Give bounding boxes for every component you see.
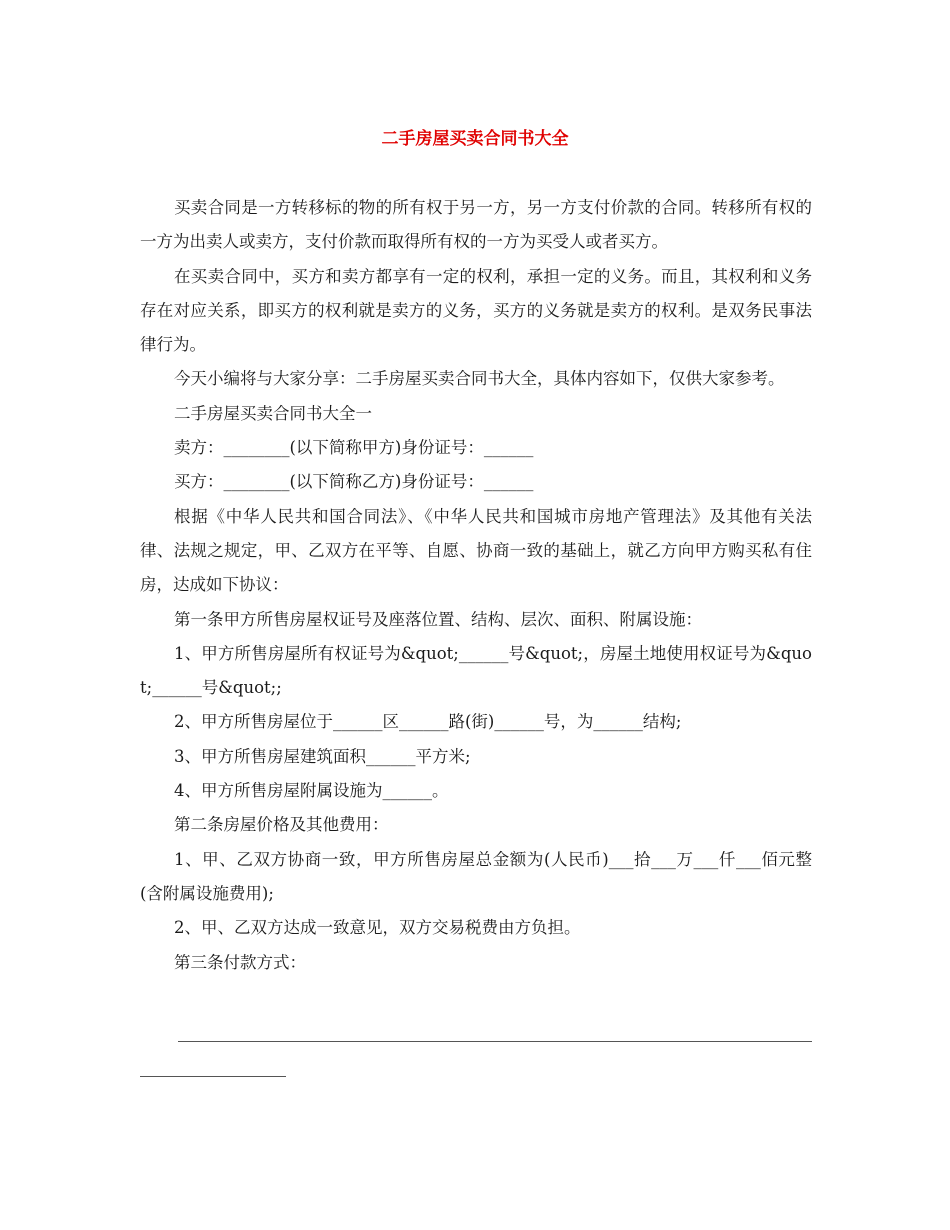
document-body <box>140 191 812 980</box>
paragraph-intro-3: 今天小编将与大家分享：二手房屋买卖合同书大全，具体内容如下，仅供大家参考。 <box>174 369 785 389</box>
article-1-item-3: 3、甲方所售房屋建筑面积______平方米; <box>174 746 471 766</box>
article-3-heading: 第三条付款方式： <box>174 952 306 972</box>
paragraph-intro-2: 在买卖合同中，买方和卖方都享有一定的权利，承担一定的义务。而且，其权利和义务存在对应关系，即买方的权利就是卖方的义务，买方的义务就是卖方的权利。是双务民事法律行为。 <box>140 266 812 355</box>
article-2-item-2: 2、甲、乙双方达成一致意见，双方交易税费由方负担。 <box>174 918 581 938</box>
blank-fill-line-2 <box>140 1076 286 1077</box>
legal-basis-paragraph: 根据《中华人民共和国合同法》、《中华人民共和国城市房地产管理法》及其他有关法律、法规之规定，甲、乙双方在平等、自愿、协商一致的基础上，就乙方向甲方购买私有住房，达成如下协议： <box>140 506 812 595</box>
article-1-item-1: 1、甲方所售房屋所有权证号为&quot;______号&quot;，房屋土地使用权证号为&quot;______号&quot;; <box>140 643 812 698</box>
paragraph-intro-1: 买卖合同是一方转移标的物的所有权于另一方，另一方支付价款的合同。转移所有权的一方为出卖人或卖方，支付价款而取得所有权的一方为买受人或者买方。 <box>140 198 812 252</box>
article-1-item-4: 4、甲方所售房屋附属设施为______。 <box>174 781 449 801</box>
article-1-heading: 第一条甲方所售房屋权证号及座落位置、结构、层次、面积、附属设施： <box>174 609 702 629</box>
article-2-item-1: 1、甲、乙双方协商一致，甲方所售房屋总金额为(人民币)___拾___万___仟___佰元整(含附属设施费用); <box>140 849 812 903</box>
blank-fill-line-1 <box>178 1041 812 1042</box>
article-1-item-2: 2、甲方所售房屋位于______区______路(街)______号，为______结构; <box>174 712 682 732</box>
article-2-heading: 第二条房屋价格及其他费用： <box>174 815 389 835</box>
document-title: 二手房屋买卖合同书大全 <box>381 129 569 149</box>
seller-line: 卖方：________(以下简称甲方)身份证号：______ <box>174 438 534 458</box>
section-heading: 二手房屋买卖合同书大全一 <box>174 403 372 423</box>
buyer-line: 买方：________(以下简称乙方)身份证号：______ <box>174 472 534 492</box>
